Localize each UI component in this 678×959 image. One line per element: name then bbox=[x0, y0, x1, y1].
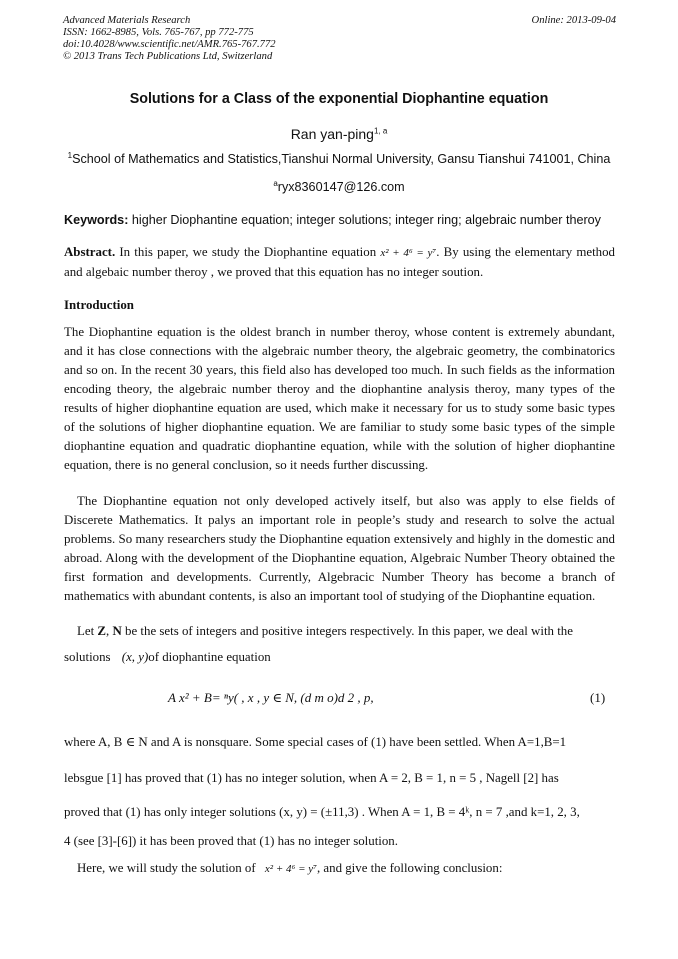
intro-paragraph-3 bbox=[64, 622, 615, 641]
p3-pre: Let bbox=[77, 624, 95, 638]
intro-paragraph-1: The Diophantine equation is the oldest branch in number theroy, whose content is extremely abundant, and it has close connections with the algebraic number theory, the algebraic geometry, the combinatorics and so on. In the recent 30 years, this field also has developed too much. In such fields as the information encoding theory, the algebraic number theroy and the diophantine analysis theroy, many types of the results of higher diophantine equation are used, which make it necessary for us to study some basic types of the solutions of higher diophantine equation. We are familiar to study some basic types of the simple diophantine equation and quadratic diophantine equation, while with the solution of higher diophantine equation, there is no general conclusion, so it needs further discussing. bbox=[64, 325, 615, 472]
equation-1-number: (1) bbox=[590, 690, 606, 705]
paper-title: Solutions for a Class of the exponential Diophantine equation bbox=[129, 91, 549, 107]
online-date: Online: 2013-09-04 bbox=[531, 15, 616, 26]
doi-line: doi:10.4028/www.scientific.net/AMR.765-767.772 bbox=[63, 39, 276, 50]
p3-mid: , bbox=[106, 624, 110, 638]
author-name: Ran yan-ping bbox=[290, 126, 374, 142]
affiliation-text: School of Mathematics and Statistics,Tianshui Normal University, Gansu Tianshui 741001, China bbox=[72, 152, 611, 166]
affiliation-sup: 1 bbox=[67, 150, 73, 160]
line-here bbox=[64, 859, 615, 879]
abstract-equation: x² + 4⁶ = y⁷ bbox=[380, 247, 437, 259]
email-sup: a bbox=[273, 178, 278, 188]
abstract-label: Abstract. bbox=[64, 245, 116, 259]
p4-post: of diophantine equation bbox=[148, 650, 271, 664]
intro-line-solutions bbox=[64, 648, 615, 667]
introduction-heading: Introduction bbox=[64, 298, 134, 312]
abstract-before: In this paper, we study the Diophantine equation bbox=[119, 245, 377, 259]
keywords-text: higher Diophantine equation; integer solutions; integer ring; algebraic number theroy bbox=[131, 213, 601, 227]
journal-header bbox=[63, 15, 276, 63]
p4-pre: solutions bbox=[64, 650, 111, 664]
line-where: where A, B ∈ N and A is nonsquare. Some special cases of (1) have been settled. When A=1,B=1 bbox=[64, 735, 567, 749]
line-lebsgue: lebsgue [1] has proved that (1) has no integer solution, when A = 2, B = 1, n = 5 , Nagell [2] has bbox=[64, 771, 559, 785]
email-line bbox=[0, 180, 678, 194]
here-equation: x² + 4⁶ = y⁷ bbox=[264, 863, 317, 875]
intro-paragraph-2: The Diophantine equation not only developed actively itself, but also was apply to else fields of Discerete Mathematics. It palys an important role in people’s study and research to solve the actual problems. So many researchers study the Diophantine equation extensively and highly in the domestic and abroad. Along with the development of the Diophantine equation, Algebraic Number Theory obtained the first formation and developments. Currently, Algebracic Number Theory has become a branch of mathematics with abundant contents, is also an important tool of studying of the Diophantine equation. bbox=[64, 494, 615, 603]
author-line bbox=[0, 126, 678, 142]
keywords-label: Keywords: bbox=[64, 213, 129, 227]
here-post: , and give the following conclusion: bbox=[316, 861, 503, 875]
copyright-line: © 2013 Trans Tech Publications Ltd, Switzerland bbox=[63, 51, 273, 62]
journal-name: Advanced Materials Research bbox=[63, 15, 191, 26]
p3-z: Z bbox=[97, 624, 107, 638]
p3-n: N bbox=[112, 624, 122, 638]
affiliation-line bbox=[0, 152, 678, 166]
line-see: 4 (see [3]-[6]) it has been proved that (1) has no integer solution. bbox=[64, 834, 398, 848]
keywords-line bbox=[64, 213, 616, 227]
p3-post: be the sets of integers and positive integers respectively. In this paper, we deal with the bbox=[125, 624, 573, 638]
here-pre: Here, we will study the solution of bbox=[77, 861, 256, 875]
line-proved: proved that (1) has only integer solutions (x, y) = (±11,3) . When A = 1, B = 4ᵏ, n = 7 ,and k=1, 2, 3, bbox=[64, 805, 580, 819]
issn-line: ISSN: 1662-8985, Vols. 765-767, pp 772-775 bbox=[63, 27, 254, 38]
p4-xy: (x, y) bbox=[121, 650, 149, 664]
abstract-after: . By using the elementary method and algebaic number theroy , we proved that this equation has no integer soution. bbox=[64, 245, 615, 279]
abstract bbox=[64, 243, 615, 282]
email-text: ryx8360147@126.com bbox=[277, 180, 405, 194]
equation-1: A x² + B= ⁿy( , x , y ∈ N, (d m o)d 2 , p, bbox=[168, 690, 374, 705]
author-sup: 1, a bbox=[373, 126, 388, 136]
